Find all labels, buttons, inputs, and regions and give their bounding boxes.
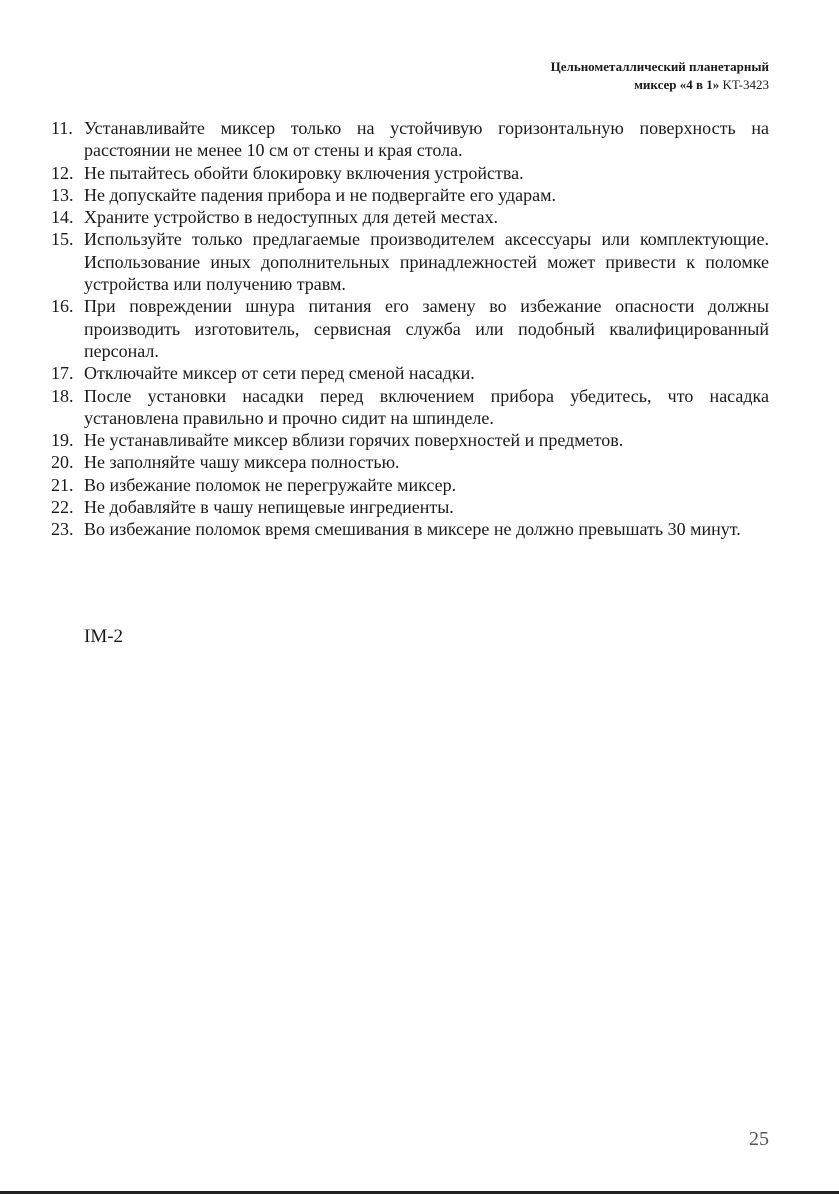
header-model-line bbox=[551, 76, 769, 94]
item-number: 17. bbox=[51, 363, 74, 384]
list-item bbox=[51, 295, 769, 362]
item-text: Не добавляйте в чашу непищевые ингредиенты. bbox=[84, 497, 454, 518]
item-number: 14. bbox=[51, 207, 74, 228]
header-product-line: Цельнометаллический планетарный bbox=[550, 59, 769, 74]
list-item bbox=[51, 429, 769, 451]
list-item bbox=[51, 474, 769, 496]
item-text: Во избежание поломок время смешивания в миксере не должно превышать 30 минут. bbox=[84, 519, 741, 540]
item-number: 22. bbox=[51, 497, 74, 518]
list-item bbox=[51, 117, 769, 162]
header-model-code: KT-3423 bbox=[722, 77, 769, 92]
item-number: 11. bbox=[51, 118, 73, 138]
item-number: 20. bbox=[51, 452, 74, 473]
list-item bbox=[51, 184, 769, 206]
item-text: Устанавливайте миксер только на устойчивую горизонтальную поверхность на расстоянии не менее 10 см от стены и края стола. bbox=[84, 118, 769, 161]
item-text: Храните устройство в недоступных для детей местах. bbox=[84, 207, 498, 228]
item-text: Отключайте миксер от сети перед сменой насадки. bbox=[84, 363, 475, 384]
list-item bbox=[51, 518, 769, 540]
list-item bbox=[51, 206, 769, 228]
running-header bbox=[551, 58, 769, 94]
item-text: Не устанавливайте миксер вблизи горячих поверхностей и предметов. bbox=[84, 430, 624, 451]
list-item bbox=[51, 385, 769, 430]
document-code: IM-2 bbox=[84, 626, 124, 647]
item-text: Не пытайтесь обойти блокировку включения устройства. bbox=[84, 162, 524, 183]
page-number: 25 bbox=[749, 1128, 769, 1150]
item-text: Не заполняйте чашу миксера полностью. bbox=[84, 452, 400, 473]
item-number: 12. bbox=[51, 162, 74, 183]
item-text: Используйте только предлагаемые производителем аксессуары или комплектующие. Использование иных дополнительных принадлежностей может привести к поломке устройства или получению травм. bbox=[84, 229, 769, 295]
list-item bbox=[51, 228, 769, 295]
item-number: 21. bbox=[51, 474, 74, 495]
item-text: Во избежание поломок не перегружайте миксер. bbox=[84, 474, 457, 495]
item-text: При повреждении шнура питания его замену во избежание опасности должны производить изготовитель, сервисная служба или подобный квалифицированный персонал. bbox=[84, 296, 769, 361]
item-text: Не допускайте падения прибора и не подвергайте его ударам. bbox=[84, 184, 557, 205]
safety-instructions-list bbox=[51, 117, 769, 541]
header-product-name: миксер «4 в 1» bbox=[634, 77, 723, 92]
list-item bbox=[51, 496, 769, 518]
item-number: 23. bbox=[51, 519, 74, 540]
list-item bbox=[51, 362, 769, 384]
item-text: После установки насадки перед включением прибора убедитесь, что насадка установлена правильно и прочно сидит на шпинделе. bbox=[84, 385, 769, 428]
item-number: 15. bbox=[51, 229, 74, 250]
item-number: 18. bbox=[51, 385, 74, 406]
item-number: 13. bbox=[51, 184, 74, 205]
list-item bbox=[51, 162, 769, 184]
list-item bbox=[51, 451, 769, 473]
item-number: 19. bbox=[51, 430, 74, 451]
item-number: 16. bbox=[51, 296, 74, 317]
